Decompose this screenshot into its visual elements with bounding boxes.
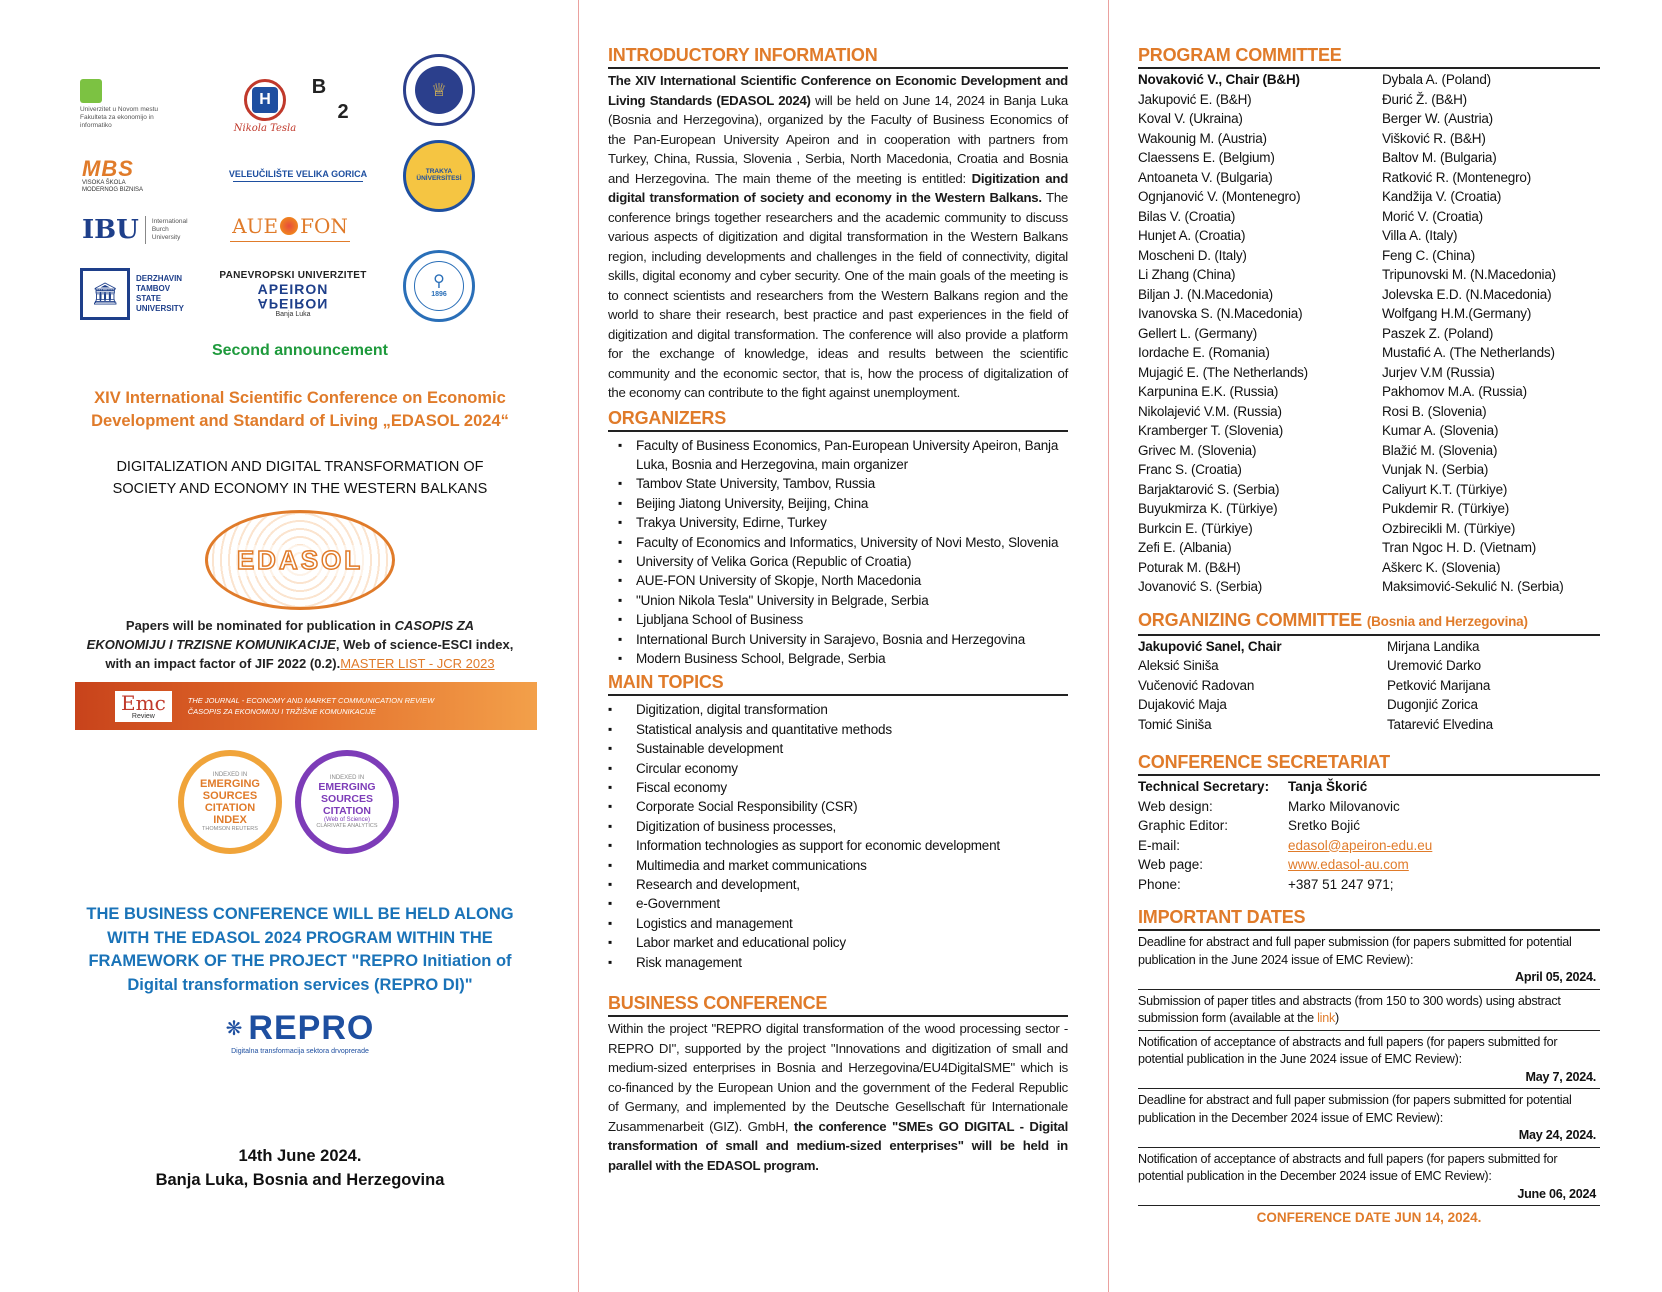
organizer-item: ▪ Faculty of Business Economics, Pan-European University Apeiron, Banja Luka, Bosnia and Herzegovina, main organizer xyxy=(608,436,1068,475)
program-committee-member: Antoaneta V. (Bulgaria) xyxy=(1138,169,1273,185)
important-date-desc: Notification of acceptance of abstracts and full papers (for papers submitted for potential publication in the December 2024 issue of EMC Review): xyxy=(1138,1151,1558,1183)
program-committee-member: Aškerc K. (Slovenia) xyxy=(1382,559,1501,575)
secretariat-row xyxy=(1138,855,1600,875)
organizer-item: ▪ Beijing Jiatong University, Beijing, China xyxy=(608,494,1068,513)
topic-item: ▪ Labor market and educational policy xyxy=(608,933,1068,952)
business-text: Within the project "REPRO digital transformation of the wood processing sector - REPRO DI", supported by the project "Innovations and digitization of small and medium-sized enterprises in Bosnia and Herzegovina/EU4DigitalSME" which is co-financed by the European Union and the government of the Federal Republic of Germany, and implemented by the Deutsche Gesellschaft für Internationale Zusammenarbeit (GIZ). GmbH, xyxy=(608,1021,1068,1134)
program-committee-member: Dybala A. (Poland) xyxy=(1382,72,1491,87)
program-committee-member: Feng C. (China) xyxy=(1382,247,1476,263)
business-bold: the conference "SMEs GO DIGITAL - Digital transformation of small and medium-sized enterprises" will be held in parallel with the EDASOL program. xyxy=(608,1118,1068,1173)
beijing-jiaotong-logo: ⚲ 1896 xyxy=(403,250,475,322)
business-note-line4: Digital transformation services (REPRO DI)" xyxy=(127,975,473,994)
trakya-university-logo: TRAKYA ÜNİVERSİTESİ xyxy=(403,140,475,212)
second-announcement: Second announcement xyxy=(211,342,389,359)
organizing-committee-title xyxy=(1138,609,1600,636)
organizing-committee-member: Petković Marijana xyxy=(1387,677,1491,693)
program-committee-member: Mujagić E. (The Netherlands) xyxy=(1138,364,1308,380)
esci-badge-thomson: INDEXED IN EMERGING SOURCES CITATION INDEX THOMSON REUTERS xyxy=(178,750,282,854)
program-committee-list xyxy=(1138,70,1600,597)
divider-left xyxy=(578,0,579,1292)
tambov-university-logo: 🏛 DERZHAVIN TAMBOV STATE UNIVERSITY xyxy=(80,266,200,322)
organizing-committee-member: Vučenović Radovan xyxy=(1138,677,1255,693)
program-committee-member: Ratković R. (Montenegro) xyxy=(1382,169,1532,185)
program-committee-member: Caliyurt K.T. (Türkiye) xyxy=(1382,481,1508,497)
important-date-text xyxy=(1138,934,1600,969)
business-note-line1: THE BUSINESS CONFERENCE WILL BE HELD ALONG xyxy=(86,905,514,923)
right-column xyxy=(1138,44,1600,1225)
organizer-item: ▪ "Union Nikola Tesla" University in Belgrade, Serbia xyxy=(608,591,1068,610)
topic-item: ▪ e-Government xyxy=(608,894,1068,913)
organizing-committee-member: Jakupović Sanel, Chair xyxy=(1138,638,1282,654)
master-list-link[interactable]: MASTER LIST - JCR 2023 xyxy=(340,656,495,671)
program-committee-member: Jolevska E.D. (N.Macedonia) xyxy=(1382,286,1552,302)
secretariat-key: Web design: xyxy=(1138,798,1213,814)
esci-badge-clarivate: INDEXED IN EMERGING SOURCES CITATION (Web of Science) CLARIVATE ANALYTICS xyxy=(295,750,399,854)
topic-item: ▪ Research and development, xyxy=(608,875,1068,894)
business-paragraph xyxy=(608,1019,1068,1175)
business-note-line2: WITH THE EDASOL 2024 PROGRAM WITHIN THE xyxy=(107,928,493,947)
journal-name-part1: CASOPIS ZA xyxy=(394,618,475,633)
publication-note-line2: , Web of science-ESCI index, xyxy=(335,637,514,652)
middle-column xyxy=(608,44,1068,1175)
program-committee-member: Karpunina E.K. (Russia) xyxy=(1138,384,1279,399)
important-date-row xyxy=(1138,1031,1600,1090)
important-date-value: June 06, 2024 xyxy=(1517,1186,1596,1201)
publication-note-line3: with an impact factor of JIF 2022 (0.2). xyxy=(105,656,341,671)
secretariat-row xyxy=(1138,797,1600,817)
secretariat-key: Phone: xyxy=(1138,876,1181,892)
important-date-row xyxy=(1138,1148,1600,1207)
divider-right xyxy=(1108,0,1109,1292)
program-committee-member: Villa A. (Italy) xyxy=(1382,228,1458,243)
secretariat-row xyxy=(1138,816,1600,836)
intro-bold-2: Digitization and digital transformation of society and economy in the Western Balkans. xyxy=(608,170,1068,205)
secretariat-value: +387 51 247 971; xyxy=(1288,876,1394,892)
program-committee-member: Tripunovski M. (N.Macedonia) xyxy=(1382,267,1556,282)
topic-item: ▪ Corporate Social Responsibility (CSR) xyxy=(608,797,1068,816)
program-committee-member: Paszek Z. (Poland) xyxy=(1382,325,1494,341)
university-seal-logo: ♕ xyxy=(403,54,475,126)
program-committee-member: Jovanović S. (Serbia) xyxy=(1138,579,1263,594)
organizer-item: ▪ Tambov State University, Tambov, Russia xyxy=(608,474,1068,493)
publication-note-line1: Papers will be nominated for publication in xyxy=(125,618,395,633)
apeiron-logo: PANEVROPSKI UNIVERZITET APEIRON APEIRON Banja Luka xyxy=(219,270,367,318)
intro-bold-1: The XIV International Scientific Conference on Economic Development and Living Standards (EDASOL 2024) xyxy=(608,73,1068,108)
secretariat-row xyxy=(1138,836,1600,856)
program-committee-member: Đurić Ž. (B&H) xyxy=(1382,91,1467,107)
topic-item: ▪ Digitization, digital transformation xyxy=(608,700,1068,719)
secretariat-title: CONFERENCE SECRETARIAT xyxy=(1138,751,1600,776)
program-committee-member: Kumar A. (Slovenia) xyxy=(1382,423,1499,438)
secretariat-value: Tanja Škorić xyxy=(1288,779,1368,794)
program-committee-title: PROGRAM COMMITTEE xyxy=(1138,44,1600,69)
nikola-tesla-logo: H Nikola Tesla xyxy=(230,76,300,136)
topic-item: ▪ Logistics and management xyxy=(608,914,1068,933)
program-committee-member: Franc S. (Croatia) xyxy=(1138,462,1242,477)
secretariat-key: Technical Secretary: xyxy=(1138,779,1270,794)
program-committee-member: Gellert L. (Germany) xyxy=(1138,325,1258,341)
important-date-value: April 05, 2024. xyxy=(1515,970,1596,984)
program-committee-member: Jakupović E. (B&H) xyxy=(1138,91,1252,107)
program-committee-member: Višković R. (B&H) xyxy=(1382,130,1486,146)
important-dates-list xyxy=(1138,931,1600,1206)
aue-fon-logo: AUE FON xyxy=(230,210,350,246)
program-committee-member: Rosi B. (Slovenia) xyxy=(1382,403,1487,419)
b2-logo: B 2 xyxy=(308,76,354,122)
program-committee-member: Wolfgang H.M.(Germany) xyxy=(1382,306,1532,321)
program-committee-member: Morić V. (Croatia) xyxy=(1382,208,1483,224)
novo-mesto-logo: Univerzitet u Novom mestu Fakulteta za ekonomijo in informatiko xyxy=(80,74,160,134)
program-committee-member: Grivec M. (Slovenia) xyxy=(1138,442,1257,458)
velika-gorica-logo: VELEUČILIŠTE VELIKA GORICA xyxy=(228,160,368,190)
abstract-form-link[interactable]: link xyxy=(1317,1011,1335,1025)
organizer-item: ▪ Faculty of Economics and Informatics, University of Novi Mesto, Slovenia xyxy=(608,533,1068,552)
program-committee-member: Pukdemir R. (Türkiye) xyxy=(1382,501,1510,516)
topic-item: ▪ Risk management xyxy=(608,953,1068,972)
organizing-committee-list xyxy=(1138,637,1600,735)
conference-theme-line2: SOCIETY AND ECONOMY IN THE WESTERN BALKANS xyxy=(112,481,488,497)
topic-item: ▪ Multimedia and market communications xyxy=(608,856,1068,875)
event-date: 14th June 2024. xyxy=(238,1147,362,1165)
conference-theme xyxy=(60,456,540,500)
program-committee-member: Berger W. (Austria) xyxy=(1382,111,1493,126)
program-committee-member: Novaković V., Chair (B&H) xyxy=(1138,72,1300,87)
partner-logos xyxy=(70,60,530,350)
organizing-committee-member: Dugonjić Zorica xyxy=(1387,697,1478,712)
program-committee-member: Kandžija V. (Croatia) xyxy=(1382,189,1502,204)
organizing-committee-member: Tomić Siniša xyxy=(1138,716,1212,732)
organizing-committee-member: Dujaković Maja xyxy=(1138,697,1227,712)
important-date-text xyxy=(1138,1034,1600,1069)
program-committee-member: Zefi E. (Albania) xyxy=(1138,540,1232,555)
email-link[interactable]: edasol@apeiron-edu.eu xyxy=(1288,837,1433,853)
program-committee-member: Maksimović-Sekulić N. (Serbia) xyxy=(1382,579,1564,594)
organizing-committee-member: Aleksić Siniša xyxy=(1138,658,1219,673)
secretariat-row xyxy=(1138,875,1600,895)
organizing-committee-member: Mirjana Landika xyxy=(1387,638,1480,654)
important-date-tail: ) xyxy=(1335,1011,1339,1025)
organizer-item: ▪ Modern Business School, Belgrade, Serbia xyxy=(608,649,1068,668)
emc-banner-line1: THE JOURNAL - ECONOMY AND MARKET COMMUNICATION REVIEW xyxy=(187,696,435,705)
organizers-list xyxy=(608,436,1068,669)
business-conference-note xyxy=(60,903,540,997)
important-date-desc: Deadline for abstract and full paper submission (for papers submitted for potential publication in the December 2024 issue of EMC Review): xyxy=(1138,1093,1572,1125)
intro-title: INTRODUCTORY INFORMATION xyxy=(608,44,1068,69)
organizer-item: ▪ University of Velika Gorica (Republic of Croatia) xyxy=(608,552,1068,571)
important-date-desc: Submission of paper titles and abstracts (from 150 to 300 words) using abstract submission form (available at the xyxy=(1138,993,1561,1025)
important-date-text xyxy=(1138,993,1600,1028)
program-committee-member: Tran Ngoc H. D. (Vietnam) xyxy=(1382,540,1537,555)
program-committee-member: Moscheni D. (Italy) xyxy=(1138,247,1247,263)
organizer-item: ▪ Ljubljana School of Business xyxy=(608,610,1068,629)
program-committee-member: Pakhomov M.A. (Russia) xyxy=(1382,384,1527,399)
program-committee-member: Buyukmirza K. (Türkiye) xyxy=(1138,501,1278,516)
organizer-item: ▪ Trakya University, Edirne, Turkey xyxy=(608,513,1068,532)
important-date-desc: Notification of acceptance of abstracts and full papers (for papers submitted for potential publication in the June 2024 issue of EMC Review): xyxy=(1138,1034,1558,1066)
important-date-value: May 7, 2024. xyxy=(1525,1069,1596,1084)
program-committee-member: Vunjak N. (Serbia) xyxy=(1382,462,1489,477)
organizer-item: ▪ International Burch University in Sarajevo, Bosnia and Herzegovina xyxy=(608,630,1068,649)
program-committee-member: Wakounig M. (Austria) xyxy=(1138,130,1267,146)
important-date-row xyxy=(1138,1089,1600,1148)
program-committee-member: Nikolajević V.M. (Russia) xyxy=(1138,403,1282,419)
topic-item: ▪ Sustainable development xyxy=(608,739,1068,758)
intro-text-1: will be held on June 14, 2024 in Banja Luka (Bosnia and Herzegovina), organized by the Faculty of Business Economics of the Pan-European University Apeiron and in cooperation with partners from Turkey, China, Russia, Slovenia , Serbia, North Macedonia, Croatia and Bosnia and Herzegovina. The main theme of the meeting is entitled: xyxy=(608,92,1069,186)
organizers-title: ORGANIZERS xyxy=(608,407,1068,432)
secretariat-key: Web page: xyxy=(1138,857,1204,872)
topic-item: ▪ Fiscal economy xyxy=(608,778,1068,797)
important-date-value: May 24, 2024. xyxy=(1518,1128,1596,1142)
secretariat-row xyxy=(1138,777,1600,797)
program-committee-member: Bilas V. (Croatia) xyxy=(1138,208,1236,224)
organizer-item: ▪ AUE-FON University of Skopje, North Macedonia xyxy=(608,571,1068,590)
business-title: BUSINESS CONFERENCE xyxy=(608,992,1068,1017)
topic-item: ▪ Circular economy xyxy=(608,759,1068,778)
program-committee-member: Claessens E. (Belgium) xyxy=(1138,150,1275,165)
program-committee-member: Jurjev V.M (Russia) xyxy=(1382,364,1495,380)
program-committee-member: Kramberger T. (Slovenia) xyxy=(1138,423,1284,438)
program-committee-member: Blažić M. (Slovenia) xyxy=(1382,442,1498,458)
organizing-title-sub: (Bosnia and Herzegovina) xyxy=(1366,613,1528,629)
organizing-committee-member: Uremović Darko xyxy=(1387,658,1481,673)
secretariat-list xyxy=(1138,777,1600,894)
important-date-text xyxy=(1138,1151,1600,1186)
program-committee-member: Hunjet A. (Croatia) xyxy=(1138,228,1246,243)
topic-item: ▪ Digitization of business processes, xyxy=(608,817,1068,836)
emc-logo: Emc Review xyxy=(115,691,172,722)
emc-review-banner xyxy=(75,682,537,730)
organizing-title-text: ORGANIZING COMMITTEE xyxy=(1138,609,1362,630)
conference-title-line2: Development and Standard of Living „EDASOL 2024“ xyxy=(91,412,509,430)
topic-item: ▪ Statistical analysis and quantitative methods xyxy=(608,720,1068,739)
program-committee-member: Baltov M. (Bulgaria) xyxy=(1382,150,1497,165)
event-place: Banja Luka, Bosnia and Herzegovina xyxy=(155,1171,445,1189)
program-committee-member: Ognjanović V. (Montenegro) xyxy=(1138,189,1301,204)
program-committee-member: Biljan J. (N.Macedonia) xyxy=(1138,286,1273,302)
ibu-logo: IBU International Burch University xyxy=(82,215,188,245)
topics-list xyxy=(608,700,1068,972)
program-committee-member: Koval V. (Ukraina) xyxy=(1138,111,1243,126)
program-committee-member: Ozbirecikli M. (Türkiye) xyxy=(1382,520,1516,536)
emc-banner-line2: ČASOPIS ZA EKONOMIJU I TRŽIŠNE KOMUNIKACIJE xyxy=(187,707,376,716)
secretariat-key: Graphic Editor: xyxy=(1138,818,1229,833)
important-dates-title: IMPORTANT DATES xyxy=(1138,906,1600,931)
organizing-committee-member: Tatarević Elvedina xyxy=(1387,716,1493,732)
secretariat-key: E-mail: xyxy=(1138,837,1181,853)
repro-icon: ❋ xyxy=(225,1017,243,1040)
business-note-line3: FRAMEWORK OF THE PROJECT "REPRO Initiation of xyxy=(88,952,512,970)
publication-note xyxy=(60,616,540,673)
repro-logo: ❋ REPRO Digitalna transformacija sektora drvoprerade xyxy=(225,1009,375,1055)
journal-name-part2: EKONOMIJU I TRZISNE KOMUNIKACIJE xyxy=(86,637,336,652)
left-panel xyxy=(60,50,540,1280)
topic-item: ▪ Information technologies as support for economic development xyxy=(608,836,1068,855)
program-committee-member: Li Zhang (China) xyxy=(1138,267,1236,282)
program-committee-member: Poturak M. (B&H) xyxy=(1138,559,1241,575)
event-date-place xyxy=(60,1144,540,1192)
topics-title: MAIN TOPICS xyxy=(608,671,1068,696)
intro-paragraph xyxy=(608,71,1068,403)
important-date-desc: Deadline for abstract and full paper submission (for papers submitted for potential publication in the June 2024 issue of EMC Review): xyxy=(1138,935,1572,967)
program-committee-member: Barjaktarović S. (Serbia) xyxy=(1138,481,1280,497)
intro-text-2: The conference brings together researchers and the academic community to discuss various aspects of digitization and digital transformation in the Western Balkans region, including developments and challenges in the field of connectivity, digital skills, digital economy and cyber security. One of the main goals of the meeting is to connect scientists and researchers from the Western Balkans region and the world to share their research, best practice and past experiences in the field of digitization and digital transformation. The conference will also provide a platform for the exchange of knowledge, ideas and results between the scientific community and the economic sector, that is, how the process of digitalization of the economy can contribute to the fight against unemployment. xyxy=(608,190,1068,400)
conference-theme-line1: DIGITALIZATION AND DIGITAL TRANSFORMATION OF xyxy=(116,459,484,475)
important-date-row xyxy=(1138,931,1600,990)
program-committee-member: Ivanovska S. (N.Macedonia) xyxy=(1138,306,1303,321)
conference-title xyxy=(60,387,540,433)
conference-title-line1: XIV International Scientific Conference on Economic xyxy=(94,389,506,407)
important-date-text xyxy=(1138,1092,1600,1127)
webpage-link[interactable]: www.edasol-au.com xyxy=(1288,857,1409,872)
program-committee-member: Iordache E. (Romania) xyxy=(1138,345,1270,360)
important-date-row xyxy=(1138,990,1600,1031)
secretariat-value: Sretko Bojić xyxy=(1288,818,1361,833)
mbs-logo: MBS VISOKA ŠKOLA MODERNOG BIZNISA xyxy=(82,156,144,193)
secretariat-value: Marko Milovanovic xyxy=(1288,798,1400,814)
program-committee-member: Burkcin E. (Türkiye) xyxy=(1138,520,1253,536)
edasol-logo: EDASOL xyxy=(205,510,395,610)
conference-date: CONFERENCE DATE JUN 14, 2024. xyxy=(1256,1210,1482,1225)
program-committee-member: Mustafić A. (The Netherlands) xyxy=(1382,345,1555,360)
